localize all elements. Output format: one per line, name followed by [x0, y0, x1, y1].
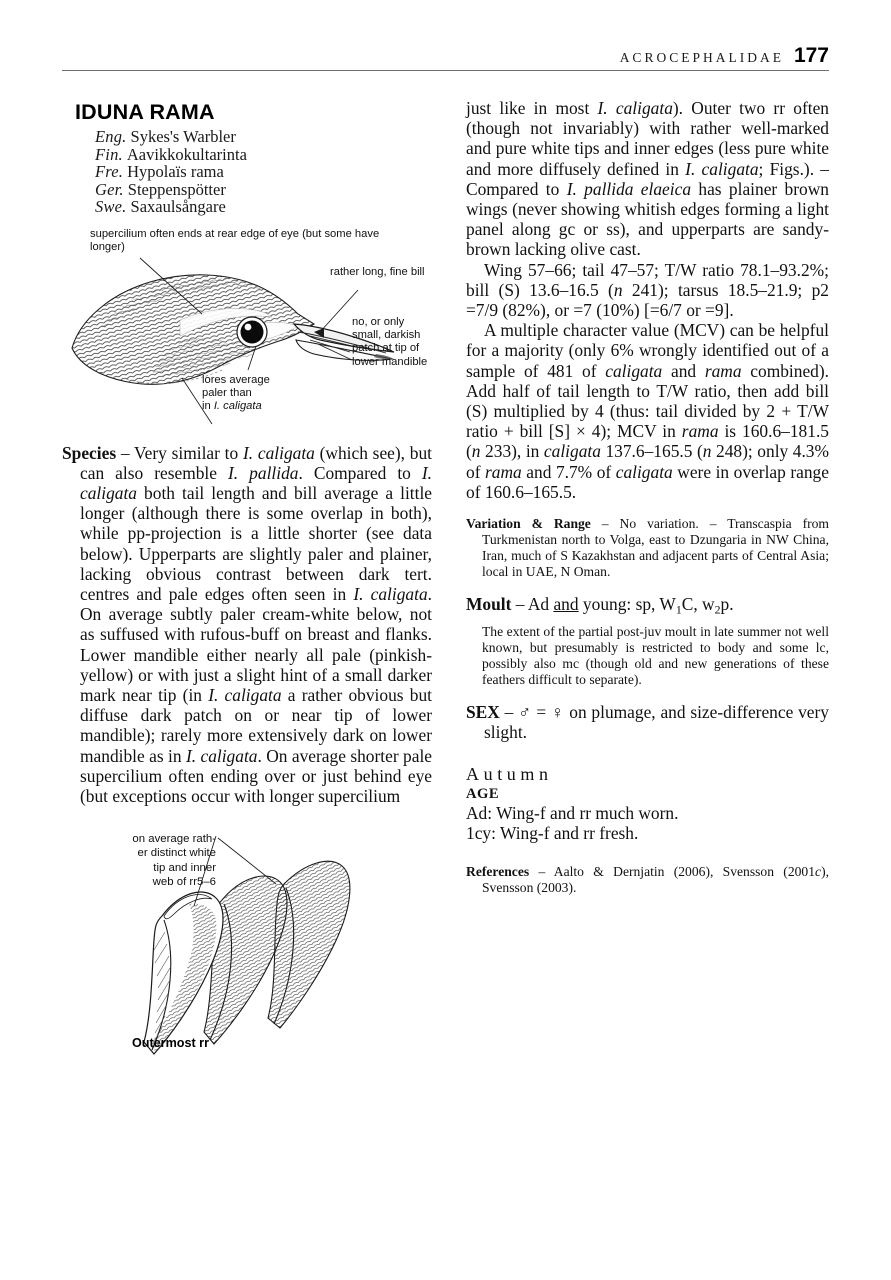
- moult-suffix: young: sp, W: [578, 594, 676, 615]
- caption-bill: rather long, fine bill: [330, 265, 425, 278]
- male-symbol: ♂: [518, 701, 532, 722]
- running-head: [62, 44, 829, 68]
- autumn-block: [466, 764, 829, 844]
- sex-heading: SEX: [466, 701, 500, 722]
- variation-range-text: No variation. – Transcaspia from Turkmenistan north to Volga, east to Dzungaria in NW China, Iran, much of S Kazakhstan and adjacent parts of Central Asia; local in UAE, N Oman.: [482, 516, 829, 580]
- moult-heading-line: [466, 594, 829, 620]
- running-head-family: ACROCEPHALIDAE: [619, 50, 784, 65]
- moult-and: and: [553, 594, 579, 615]
- sex-paragraph: [466, 702, 829, 742]
- variation-range-dash: –: [590, 516, 620, 532]
- language-name: Aavikkokultarinta: [126, 144, 247, 164]
- caption-lores-species: I. caligata: [213, 400, 262, 413]
- vernacular-name-row: [95, 128, 432, 146]
- female-symbol: ♀: [550, 701, 565, 722]
- biometrics-paragraph: Wing 57–66; tail 47–57; T/W ratio 78.1–93.2%; bill (S) 13.6–16.5 (n 241); tarsus 18.5–21.9; p2 =7/9 (82%), or =7 (10%) [=6/7 or =9].: [466, 259, 829, 321]
- species-dash: –: [116, 442, 135, 463]
- eye: [237, 317, 267, 347]
- left-column: [62, 100, 432, 1072]
- age-line-1cy: 1cy: Wing-f and rr fresh.: [466, 823, 639, 844]
- caption-bill-patch: no, or only small, darkish patch at tip of lower mandible: [352, 315, 428, 368]
- species-heading: Species: [62, 442, 117, 463]
- language-name: Saxaulsångare: [130, 197, 226, 216]
- species-paragraph-continued: just like in most I. caligata). Outer two rr often (though not invariably) with rather well-marked and pure white tips and inner edges (less pure white and more diffusely defined in I. caligata; Figs.). – Compared to I. pallida elaeica has plainer brown wings (never showing whitish edges forming a light panel along gc or ss), and upperparts are sandy-brown lacking olive cast.: [466, 98, 829, 260]
- species-paragraph: Species – Very similar to I. caligata (which see), but can also resemble I. pallida. Compared to I. caligata both tail length and bill average a little longer (although there is some overlap in both), while pp-projection is a little shorter (see data below). Upperparts are slightly paler and plainer, lacking obvious contrast between dark tert. centres and pale edges often seen in I. caligata. On average subtly paler cream-white below, not as suffused with rufous-buff on breast and flanks. Lower mandible either nearly all pale (pinkish-yellow) or with just a slight hint of a small darker mark near tip (in I. caligata a rather obvious but diffuse dark patch on or near tip of lower mandible); rarely more extensively dark on lower mandible as in I. caligata. On average shorter pale supercilium often ending over or just behind eye (but exceptions occur with longer supercilium: [62, 442, 433, 806]
- references-paragraph: References – Aalto & Dernjatin (2006), Svensson (2001c), Svensson (2003).: [466, 863, 830, 895]
- sex-block: [466, 702, 829, 742]
- mcv-paragraph: A multiple character value (MCV) can be helpful for a majority (only 6% wrongly identified out of a sample of 481 of caligata and rama combined). Add half of tail length to T/W ratio, then add bill (S) multiplied by 4 (thus: tail divided by 2 + T/W ratio + bill [S] × 4); MCV in rama is 160.6–181.5 (n 233), in caligata 137.6–165.5 (n 248); only 4.3% of rama and 7.7% of caligata were in overlap range of 160.6–165.5.: [466, 320, 829, 502]
- autumn-heading: Autumn: [466, 763, 553, 784]
- caption-lores-line1: lores average: [202, 373, 270, 386]
- language-label: Eng.: [95, 127, 127, 146]
- vernacular-name-row: [95, 146, 432, 164]
- moult-sub1: 1: [675, 602, 682, 617]
- language-name: Steppenspötter: [127, 179, 226, 199]
- references-block: [466, 864, 829, 896]
- caption-rr-line4: web of rr5–6: [152, 875, 216, 888]
- variation-range-paragraph: [466, 516, 829, 580]
- caption-outermost-rr: Outermost rr: [132, 1036, 209, 1051]
- caption-lores-line2: paler than: [202, 386, 252, 399]
- language-name: Hypolaïs rama: [127, 162, 224, 181]
- sex-equals: =: [531, 701, 551, 722]
- bird-head-figure: [62, 228, 432, 443]
- outermost-rr-figure: [62, 832, 432, 1072]
- moult-note: The extent of the partial post-juv moult in late summer not well known, but presumably is restricted to body and some lc, possibly also mc (though old and new generations of these feathers difficult to separate).: [482, 623, 829, 687]
- caption-rr-line3: tip and inner: [153, 861, 216, 874]
- references-heading: References: [466, 863, 530, 879]
- moult-dash: –: [511, 594, 528, 615]
- header-divider: [62, 70, 829, 71]
- language-label: Ger.: [95, 179, 124, 199]
- caption-outer-rr: [64, 832, 216, 889]
- caption-rr-line1: on average rath-: [132, 833, 216, 846]
- page-title: IDUNA RAMA: [75, 100, 215, 124]
- language-name: Sykes's Warbler: [130, 127, 236, 146]
- vernacular-name-row: [95, 163, 432, 181]
- moult-mid: C, w: [681, 594, 715, 615]
- variation-range-heading: Variation & Range: [466, 516, 591, 532]
- sex-text: on plumage, and size-difference very slight.: [484, 701, 830, 742]
- moult-end: p.: [720, 594, 734, 615]
- vernacular-name-row: [95, 181, 432, 199]
- language-label: Swe.: [95, 197, 127, 216]
- references-dash: –: [529, 863, 554, 879]
- age-heading: AGE: [466, 785, 500, 802]
- age-line-adult: Ad: Wing-f and rr much worn.: [466, 802, 679, 823]
- page-number: 177: [793, 44, 829, 67]
- vernacular-name-row: [95, 198, 432, 216]
- caption-rr-line2: er distinct white: [137, 847, 216, 860]
- variation-range-block: [466, 516, 829, 580]
- caption-lores: [202, 374, 322, 414]
- right-column: [466, 98, 829, 896]
- moult-block: [466, 594, 829, 688]
- caption-lores-line3-prefix: in: [202, 400, 214, 413]
- moult-sub2: 2: [714, 602, 721, 617]
- moult-prefix: Ad: [527, 594, 554, 615]
- language-label: Fin.: [95, 144, 123, 164]
- vernacular-name-list: [95, 128, 432, 216]
- language-label: Fre.: [95, 162, 124, 181]
- moult-heading: Moult: [466, 594, 512, 615]
- caption-supercilium: supercilium often ends at rear edge of eye (but some have longer): [90, 227, 380, 253]
- sex-dash: –: [499, 701, 519, 722]
